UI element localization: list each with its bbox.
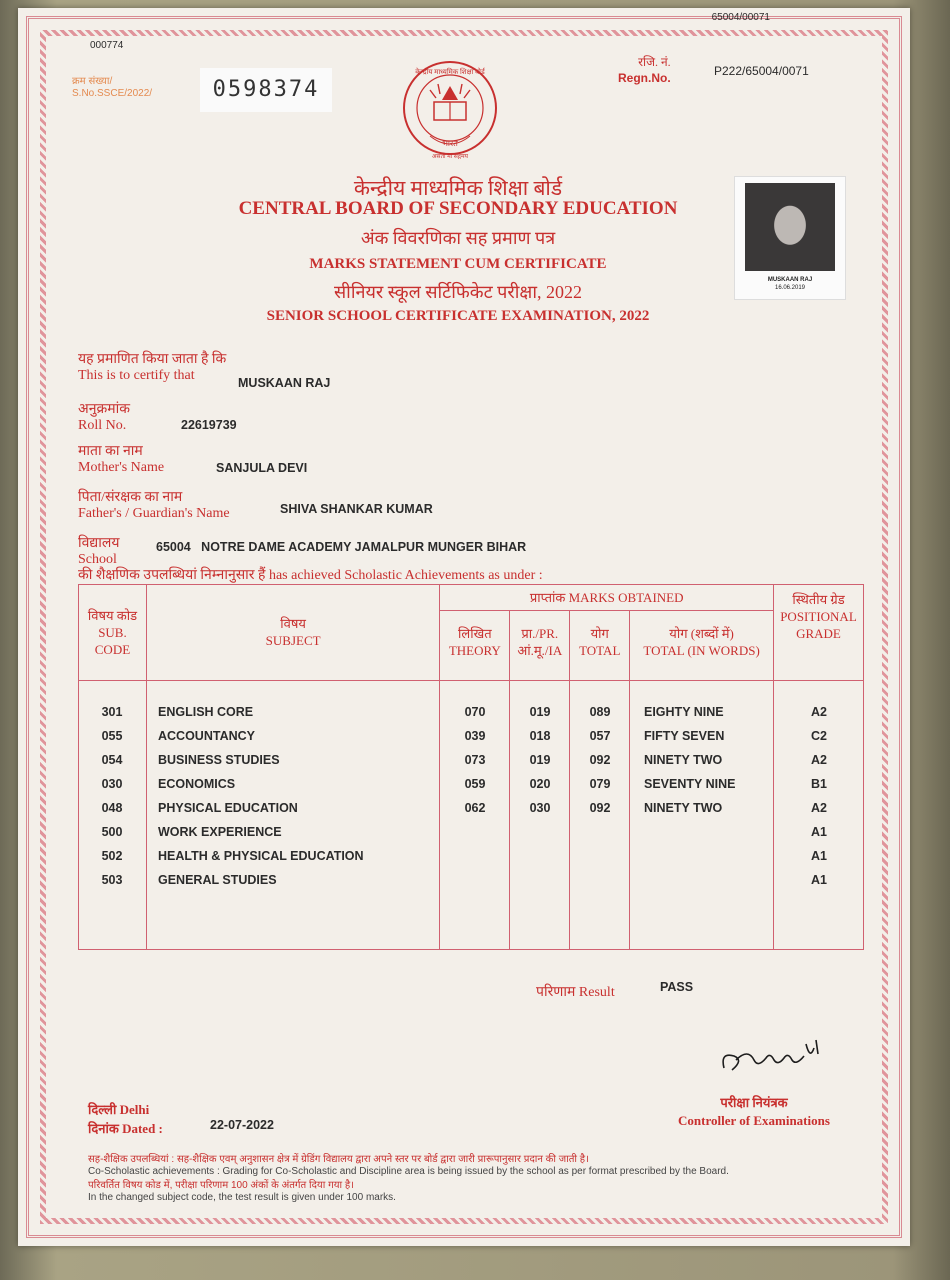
marks-rows — [78, 700, 864, 940]
header-subject — [146, 585, 439, 681]
header-total — [570, 611, 630, 681]
subject-name: PHYSICAL EDUCATION — [158, 801, 298, 815]
mother-name: SANJULA DEVI — [216, 461, 308, 475]
school-name: 65004 NOTRE DAME ACADEMY JAMALPUR MUNGER BIHAR — [156, 540, 527, 554]
total-marks: 092 — [589, 801, 611, 815]
pr-marks: 019 — [529, 705, 551, 719]
dated-label: दिनांक Dated : — [88, 1121, 163, 1136]
achievements-line: की शैक्षणिक उपलब्धियां निम्नानुसार हैं has achieved Scholastic Achievements as under : — [78, 568, 543, 583]
pr-marks: 019 — [529, 753, 551, 767]
total-in-words: FIFTY SEVEN — [644, 729, 725, 743]
pr-marks: 018 — [529, 729, 551, 743]
place-date — [88, 1100, 163, 1138]
roll-label-hi: अनुक्रमांक — [78, 402, 130, 417]
header-sub-code — [79, 585, 147, 681]
table-row — [78, 844, 864, 868]
theory-marks: 062 — [464, 801, 486, 815]
header-grade — [773, 585, 863, 681]
school-label-en: School — [78, 552, 117, 567]
header-code-hi: विषय कोड — [87, 608, 138, 623]
sno-label-hi: क्रम संख्या/ — [72, 76, 113, 87]
roll-label-en: Roll No. — [78, 418, 127, 433]
header-pr-hi: प्रा./PR. — [521, 626, 559, 641]
portrait-image — [745, 183, 835, 271]
header-grade-en1: POSITIONAL — [780, 609, 857, 624]
logo-bottom-text: भारत — [442, 139, 458, 148]
photo-caption-name: MUSKAAN RAJ — [767, 277, 813, 283]
photo-caption-date: 16.06.2019 — [774, 285, 806, 291]
sub-code: 030 — [101, 777, 123, 791]
header-words-hi: योग (शब्दों में) — [669, 626, 734, 641]
pr-marks: 030 — [529, 801, 551, 815]
board-name-en: CENTRAL BOARD OF SECONDARY EDUCATION — [238, 198, 678, 219]
father-label — [78, 490, 230, 522]
total-marks: 092 — [589, 753, 611, 767]
subject-name: ECONOMICS — [158, 777, 236, 791]
header-subject-en: SUBJECT — [265, 633, 321, 648]
positional-grade: A1 — [811, 849, 827, 863]
mother-label — [78, 444, 164, 476]
regn-label — [618, 54, 671, 86]
certify-label-en: This is to certify that — [78, 368, 195, 383]
school-label — [78, 536, 119, 568]
doc-title-hi: अंक विवरणिका सह प्रमाण पत्र — [360, 228, 556, 248]
positional-grade: A1 — [811, 873, 827, 887]
subject-name: ACCOUNTANCY — [158, 729, 255, 743]
positional-grade: A1 — [811, 825, 827, 839]
table-row — [78, 820, 864, 844]
table-row — [78, 772, 864, 796]
table-row — [78, 724, 864, 748]
positional-grade: A2 — [811, 801, 827, 815]
doc-title-en: MARKS STATEMENT CUM CERTIFICATE — [309, 256, 607, 272]
positional-grade: A2 — [811, 705, 827, 719]
controller-title-en: Controller of Examinations — [678, 1113, 830, 1128]
sub-code: 500 — [101, 825, 123, 839]
header-subject-hi: विषय — [280, 616, 306, 631]
header-total-hi: योग — [590, 626, 609, 641]
sub-code: 054 — [101, 753, 123, 767]
place: दिल्ली Delhi — [88, 1102, 150, 1117]
logo-top-text: केन्द्रीय माध्यमिक शिक्षा बोर्ड — [415, 68, 485, 76]
header-grade-en2: GRADE — [796, 626, 841, 641]
total-in-words: NINETY TWO — [644, 801, 723, 815]
regn-value: P222/65004/0071 — [714, 64, 809, 78]
header-words-en: TOTAL (IN WORDS) — [643, 643, 760, 658]
table-row — [78, 796, 864, 820]
positional-grade: C2 — [811, 729, 827, 743]
theory-marks: 039 — [464, 729, 486, 743]
certify-label — [78, 352, 226, 384]
table-row — [78, 868, 864, 892]
subject-name: ENGLISH CORE — [158, 705, 254, 719]
sub-code: 503 — [101, 873, 123, 887]
sno-label — [72, 76, 152, 100]
certificate-sheet — [18, 8, 910, 1246]
controller-title — [678, 1094, 830, 1130]
logo-motto: असतो मा सद्गमय — [431, 154, 469, 160]
subject-name: WORK EXPERIENCE — [158, 825, 282, 839]
sno-value: 0598374 — [200, 68, 332, 112]
theory-marks: 070 — [464, 705, 486, 719]
footnote-hi-1: सह-शैक्षिक उपलब्धियां : सह-शैक्षिक एवम् अनुशासन क्षेत्र में ग्रेडिंग विद्यालय द्वारा अपने स्तर पर बोर्ड द्वारा जारी प्रारूपानुसार प्रदान की जाती है। — [88, 1154, 589, 1165]
total-in-words: EIGHTY NINE — [644, 705, 724, 719]
theory-marks: 073 — [464, 753, 486, 767]
footnote-en-1: Co-Scholastic achievements : Grading for Co-Scholastic and Discipline area is being issued by the school as per format prescribed by the Board. — [88, 1166, 729, 1177]
sub-code: 055 — [101, 729, 123, 743]
roll-number: 22619739 — [181, 418, 237, 432]
footnotes — [88, 1154, 868, 1204]
footnote-en-2: In the changed subject code, the test result is given under 100 marks. — [88, 1192, 396, 1203]
positional-grade: B1 — [811, 777, 827, 791]
controller-title-hi: परीक्षा नियंत्रक — [720, 1095, 788, 1110]
certify-label-hi: यह प्रमाणित किया जाता है कि — [78, 352, 227, 367]
cbse-logo — [400, 58, 500, 171]
student-photo — [734, 176, 846, 300]
roll-label — [78, 402, 130, 434]
header-theory-en: THEORY — [448, 643, 501, 658]
top-code: 65004/00071 — [711, 12, 770, 23]
total-marks: 079 — [589, 777, 611, 791]
header-theory-hi: लिखित — [458, 626, 492, 641]
table-row — [78, 748, 864, 772]
total-marks: 089 — [589, 705, 611, 719]
regn-label-hi: रजि. नं. — [638, 55, 671, 69]
exam-title-hi: सीनियर स्कूल सर्टिफिकेट परीक्षा, 2022 — [334, 282, 582, 302]
mother-label-en: Mother's Name — [78, 460, 165, 475]
subject-name: GENERAL STUDIES — [158, 873, 277, 887]
header-marks-obtained: प्राप्तांक MARKS OBTAINED — [440, 585, 774, 611]
father-label-en: Father's / Guardian's Name — [78, 506, 230, 521]
header-theory — [440, 611, 510, 681]
controller-signature — [718, 1030, 828, 1085]
sno-label-en: S.No.SSCE/2022/ — [72, 88, 153, 99]
header-code-en1: SUB. — [98, 625, 127, 640]
total-marks: 057 — [589, 729, 611, 743]
father-name: SHIVA SHANKAR KUMAR — [280, 502, 433, 516]
school-label-hi: विद्यालय — [78, 536, 120, 551]
exam-title-en: SENIOR SCHOOL CERTIFICATE EXAMINATION, 2022 — [266, 308, 650, 324]
regn-label-en: Regn.No. — [618, 71, 671, 85]
positional-grade: A2 — [811, 753, 827, 767]
serial-number: 000774 — [90, 40, 124, 51]
father-label-hi: पिता/संरक्षक का नाम — [78, 490, 183, 505]
header-grade-hi: स्थितीय ग्रेड — [792, 592, 845, 607]
subject-name: BUSINESS STUDIES — [158, 753, 280, 767]
header-pr-en: आं.मू./IA — [517, 643, 563, 658]
header-total-words — [630, 611, 774, 681]
header-total-en: TOTAL — [579, 643, 621, 658]
sub-code: 301 — [101, 705, 123, 719]
subject-name: HEALTH & PHYSICAL EDUCATION — [158, 849, 364, 863]
result-value: PASS — [660, 980, 694, 994]
mother-label-hi: माता का नाम — [78, 444, 143, 459]
pr-marks: 020 — [529, 777, 551, 791]
sub-code: 502 — [101, 849, 123, 863]
table-row — [78, 700, 864, 724]
header-code-en2: CODE — [94, 642, 131, 657]
sub-code: 048 — [101, 801, 123, 815]
student-name: MUSKAAN RAJ — [238, 376, 331, 390]
dated-value: 22-07-2022 — [210, 1118, 274, 1132]
total-in-words: SEVENTY NINE — [644, 777, 736, 791]
theory-marks: 059 — [464, 777, 486, 791]
result-label: परिणाम Result — [536, 985, 615, 1000]
total-in-words: NINETY TWO — [644, 753, 723, 767]
board-name-hi: केन्द्रीय माध्यमिक शिक्षा बोर्ड — [353, 176, 563, 200]
footnote-hi-2: परिवर्तित विषय कोड में, परीक्षा परिणाम 100 अंकों के अंतर्गत दिया गया है। — [88, 1180, 354, 1191]
header-practical — [510, 611, 570, 681]
